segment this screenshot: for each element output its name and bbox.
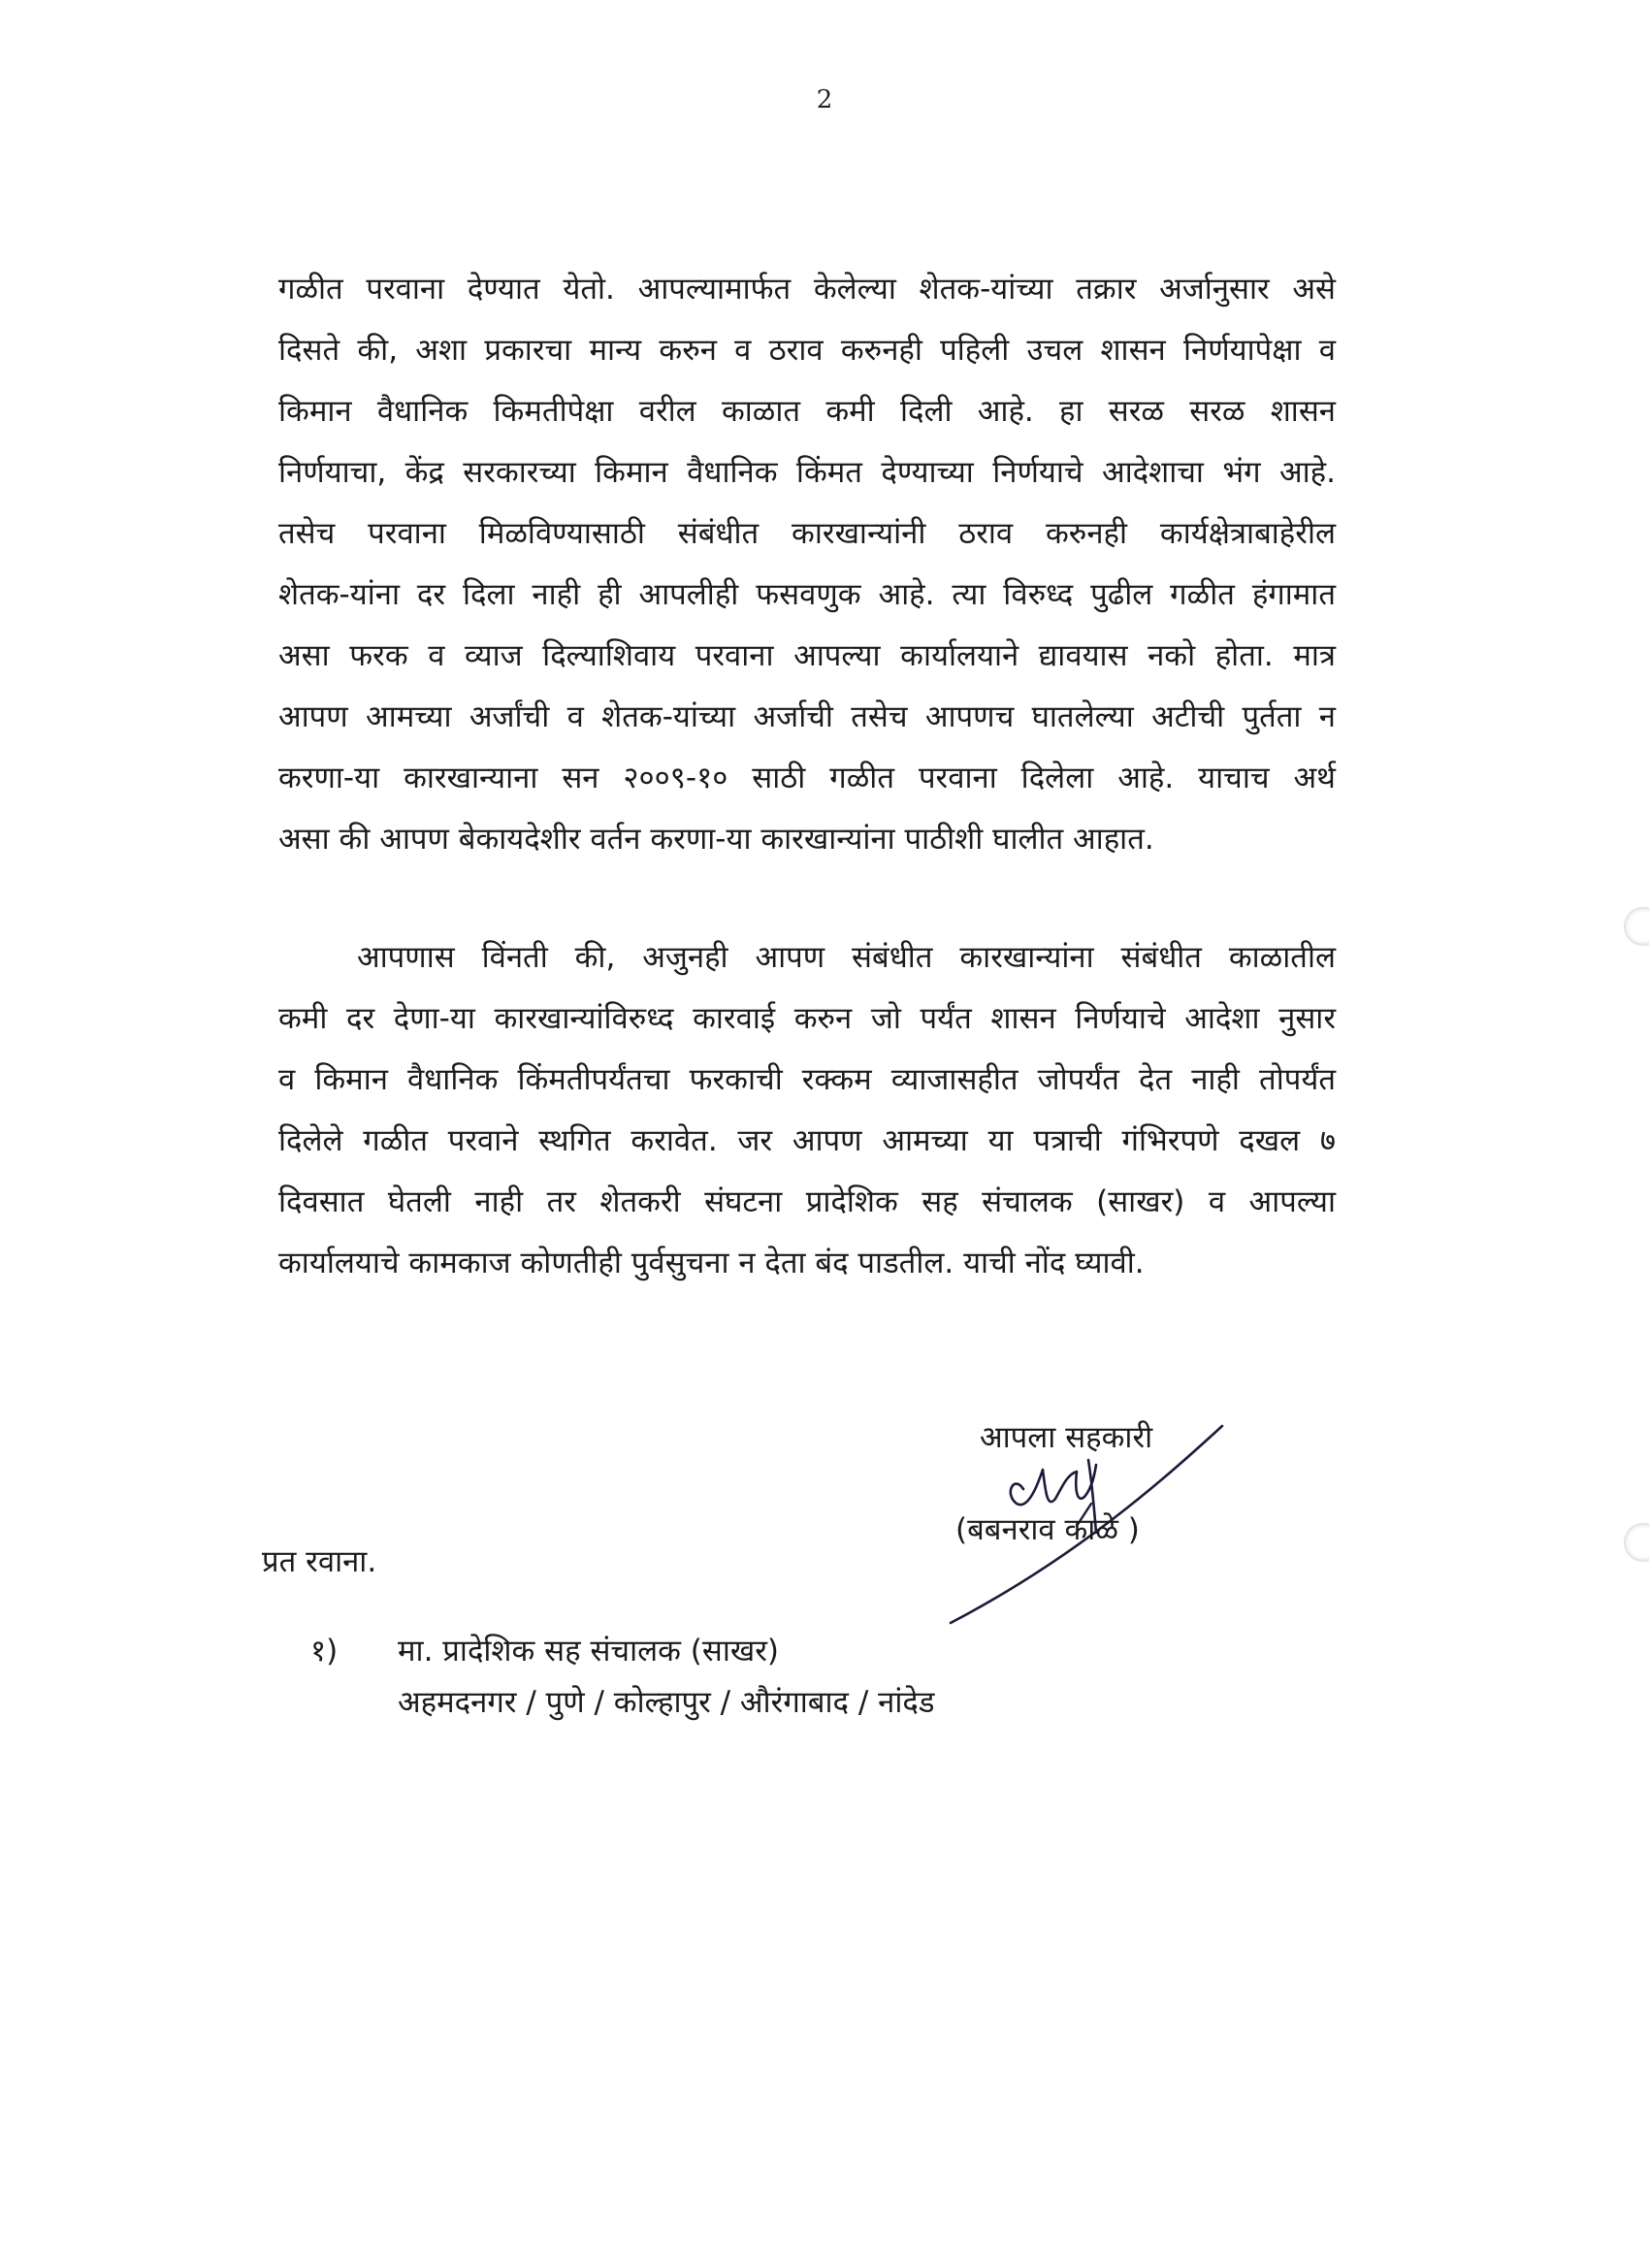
paragraph-2-line-6: कार्यालयाचे कामकाज कोणतीही पुर्वसुचना न देता बंद पाडतील. याची नोंद घ्यावी. [278,1246,1145,1280]
paragraph-2-line-3: व किमान वैधानिक किंमतीपर्यंतचा फरकाची रक्कम व्याजासहीत जोपर्यंत देत नाही तोपर्यंत [278,1062,1336,1097]
closing-salutation: आपला सहकारी [980,1420,1153,1455]
page-number: 2 [816,85,833,114]
copy-to-label: प्रत रवाना. [262,1544,377,1579]
paragraph-1-line-1: गळीत परवाना देण्यात येतो. आपल्यामार्फत केलेल्या शेतक-यांच्या तक्रार अर्जानुसार असे [278,272,1336,307]
recipient-title: मा. प्रादेशिक सह संचालक (साखर) [398,1634,780,1669]
paragraph-2-line-1: आपणास विंनती की, अजुनही आपण संबंधीत कारखान्यांना संबंधीत काळातील [357,940,1336,975]
punch-hole [1624,907,1649,946]
paragraph-1-line-9: करणा-या कारखान्याना सन २००९-१० साठी गळीत परवाना दिलेला आहे. याचाच अर्थ [278,761,1336,795]
paragraph-1-line-8: आपण आमच्या अर्जांची व शेतक-यांच्या अर्जाची तसेच आपणच घातलेल्या अटीची पुर्तता न [278,699,1336,734]
punch-hole [1624,1523,1649,1562]
paragraph-2-line-2: कमी दर देणा-या कारखान्यांविरुध्द कारवाई करुन जो पर्यंत शासन निर्णयाचे आदेशा नुसार [278,1001,1336,1036]
paragraph-1-line-5: तसेच परवाना मिळविण्यासाठी संबंधीत कारखान्यांनी ठराव करुनही कार्यक्षेत्राबाहेरील [278,516,1336,551]
paragraph-1-line-6: शेतक-यांना दर दिला नाही ही आपलीही फसवणुक आहे. त्या विरुध्द पुढील गळीत हंगामात [278,577,1336,612]
recipient-locations: अहमदनगर / पुणे / कोल्हापुर / औरंगाबाद / नांदेड [398,1685,935,1720]
signatory-name: (बबनराव काळे ) [955,1512,1140,1547]
paragraph-1-line-3: किमान वैधानिक किमतीपेक्षा वरील काळात कमी दिली आहे. हा सरळ सरळ शासन [278,394,1336,429]
paragraph-1-line-2: दिसते की, अशा प्रकारचा मान्य करुन व ठराव करुनही पहिली उचल शासन निर्णयापेक्षा व [278,333,1336,368]
paragraph-2-line-5: दिवसात घेतली नाही तर शेतकरी संघटना प्रादेशिक सह संचालक (साखर) व आपल्या [278,1184,1336,1219]
paragraph-1-line-4: निर्णयाचा, केंद्र सरकारच्या किमान वैधानिक किंमत देण्याच्या निर्णयाचे आदेशाचा भंग आहे. [278,455,1336,490]
paragraph-1-line-7: असा फरक व व्याज दिल्याशिवाय परवाना आपल्या कार्यालयाने द्यावयास नको होता. मात्र [278,638,1336,673]
paragraph-1-line-10: असा की आपण बेकायदेशीर वर्तन करणा-या कारखान्यांना पाठीशी घालीत आहात. [278,822,1154,857]
paragraph-2-line-4: दिलेले गळीत परवाने स्थगित करावेत. जर आपण आमच्या या पत्राची गंभिरपणे दखल ७ [278,1123,1336,1158]
recipient-number: १) [310,1634,339,1669]
